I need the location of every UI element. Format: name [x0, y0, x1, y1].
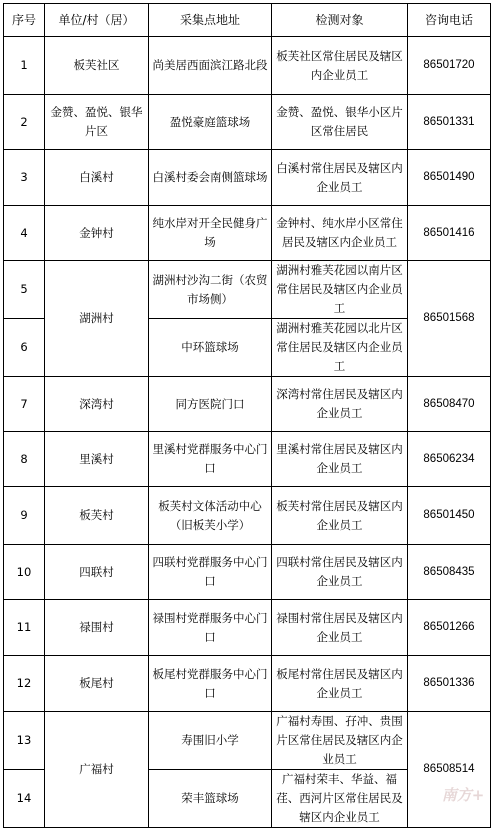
row-unit: 禄围村 — [45, 600, 149, 656]
row-site: 板芙村文体活动中心（旧板芙小学） — [149, 487, 272, 545]
header-unit: 单位/村（居） — [45, 4, 149, 37]
row-unit: 板芙村 — [45, 487, 149, 545]
row-unit: 板芙社区 — [45, 37, 149, 95]
row-unit: 里溪村 — [45, 432, 149, 487]
row-target: 禄围村常住居民及辖区内企业员工 — [272, 600, 408, 656]
table-row — [4, 150, 491, 206]
row-seq: 4 — [4, 206, 45, 261]
row-target: 板芙社区常住居民及辖区内企业员工 — [272, 37, 408, 95]
row-site: 里溪村党群服务中心门口 — [149, 432, 272, 487]
row-site: 纯水岸对开全民健身广场 — [149, 206, 272, 261]
row-unit: 白溪村 — [45, 150, 149, 206]
row-site: 四联村党群服务中心门口 — [149, 545, 272, 600]
header-target: 检测对象 — [272, 4, 408, 37]
row-site: 湖洲村沙沟二街（农贸市场侧） — [149, 261, 272, 319]
row-unit: 四联村 — [45, 545, 149, 600]
header-site: 采集点地址 — [149, 4, 272, 37]
row-site: 同方医院门口 — [149, 377, 272, 432]
row-target: 湖洲村雅芙花园以南片区常住居民及辖区内企业员工 — [272, 261, 408, 319]
header-phone: 咨询电话 — [408, 4, 491, 37]
row-phone: 86508514 — [408, 712, 491, 828]
row-phone: 86501720 — [408, 37, 491, 95]
table-row — [4, 95, 491, 150]
row-target: 广福村寿围、孖冲、贵围片区常住居民及辖区内企业员工 — [272, 712, 408, 770]
row-seq: 8 — [4, 432, 45, 487]
table-row — [4, 377, 491, 432]
row-target: 深湾村常住居民及辖区内企业员工 — [272, 377, 408, 432]
row-site: 禄围村党群服务中心门口 — [149, 600, 272, 656]
row-phone: 86501336 — [408, 656, 491, 712]
table-row — [4, 600, 491, 656]
row-phone: 86501568 — [408, 261, 491, 377]
row-target: 广福村荣丰、华益、福荏、西河片区常住居民及辖区内企业员工 — [272, 770, 408, 828]
row-site: 板尾村党群服务中心门口 — [149, 656, 272, 712]
row-seq: 1 — [4, 37, 45, 95]
row-seq: 13 — [4, 712, 45, 770]
table-row — [4, 712, 491, 770]
table-row — [4, 487, 491, 545]
row-site: 盈悦豪庭篮球场 — [149, 95, 272, 150]
row-seq: 6 — [4, 319, 45, 377]
table-row — [4, 37, 491, 95]
row-seq: 14 — [4, 770, 45, 828]
row-phone: 86501331 — [408, 95, 491, 150]
row-seq: 12 — [4, 656, 45, 712]
row-site: 中环篮球场 — [149, 319, 272, 377]
row-unit: 深湾村 — [45, 377, 149, 432]
row-seq: 5 — [4, 261, 45, 319]
row-seq: 3 — [4, 150, 45, 206]
row-target: 金赞、盈悦、银华小区片区常住居民 — [272, 95, 408, 150]
header-seq: 序号 — [4, 4, 45, 37]
row-unit: 板尾村 — [45, 656, 149, 712]
nanfang-plus-watermark — [441, 779, 485, 809]
table-row — [4, 432, 491, 487]
testing-sites-table — [3, 3, 491, 828]
row-phone: 86501490 — [408, 150, 491, 206]
row-unit: 湖洲村 — [45, 261, 149, 377]
row-target: 板芙村常住居民及辖区内企业员工 — [272, 487, 408, 545]
row-site: 荣丰篮球场 — [149, 770, 272, 828]
row-seq: 9 — [4, 487, 45, 545]
table-row — [4, 206, 491, 261]
watermark-text: 南方+ — [441, 786, 485, 804]
row-phone: 86508435 — [408, 545, 491, 600]
row-site: 尚美居西面滨江路北段 — [149, 37, 272, 95]
table-row — [4, 545, 491, 600]
row-phone: 86506234 — [408, 432, 491, 487]
row-target: 板尾村常住居民及辖区内企业员工 — [272, 656, 408, 712]
row-phone: 86501450 — [408, 487, 491, 545]
row-phone: 86508470 — [408, 377, 491, 432]
row-site: 寿围旧小学 — [149, 712, 272, 770]
row-target: 白溪村常住居民及辖区内企业员工 — [272, 150, 408, 206]
row-unit: 金钟村 — [45, 206, 149, 261]
row-seq: 11 — [4, 600, 45, 656]
row-unit: 金赞、盈悦、银华片区 — [45, 95, 149, 150]
row-target: 里溪村常住居民及辖区内企业员工 — [272, 432, 408, 487]
table-row — [4, 656, 491, 712]
row-target: 四联村常住居民及辖区内企业员工 — [272, 545, 408, 600]
row-unit: 广福村 — [45, 712, 149, 828]
row-target: 湖洲村雅芙花园以北片区常住居民及辖区内企业员工 — [272, 319, 408, 377]
row-target: 金钟村、纯水岸小区常住居民及辖区内企业员工 — [272, 206, 408, 261]
table-row — [4, 261, 491, 319]
table-header-row — [4, 4, 491, 37]
row-site: 白溪村委会南侧篮球场 — [149, 150, 272, 206]
row-phone: 86501266 — [408, 600, 491, 656]
row-seq: 2 — [4, 95, 45, 150]
row-phone: 86501416 — [408, 206, 491, 261]
row-seq: 10 — [4, 545, 45, 600]
row-seq: 7 — [4, 377, 45, 432]
